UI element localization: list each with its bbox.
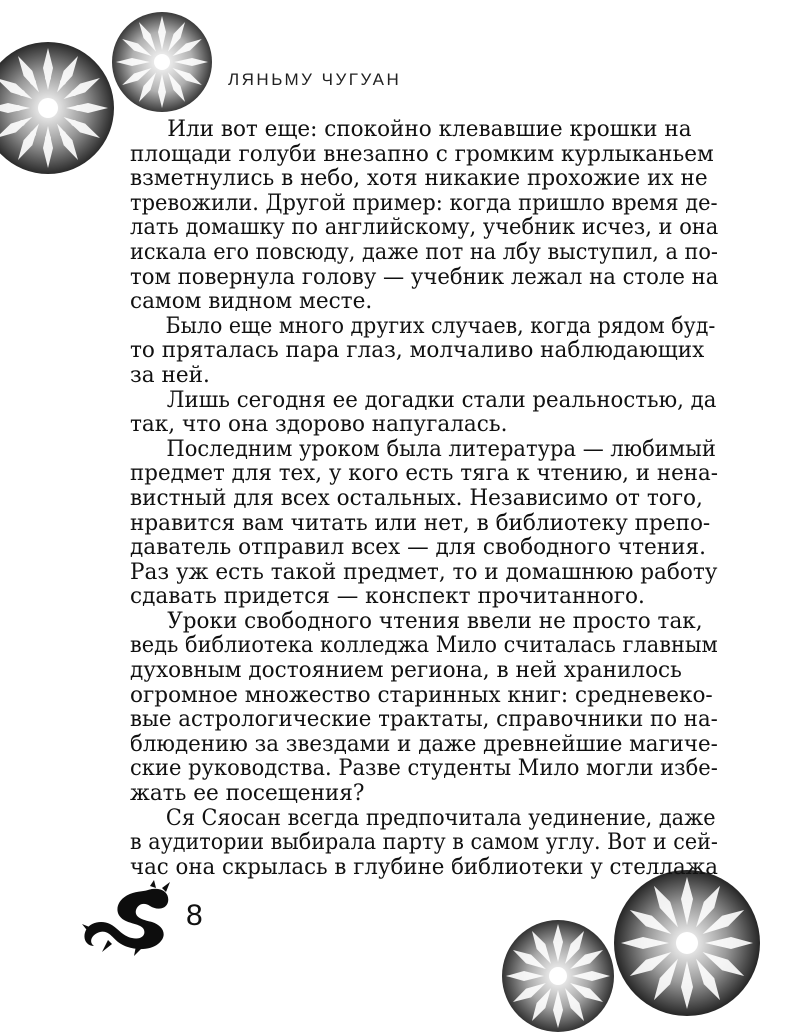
text-line: Лишь сегодня ее догадки стали реальностью, да [166, 387, 717, 413]
text-line: то пряталась пара глаз, молчаливо наблюдающих [130, 338, 705, 364]
text-line: лать домашку по английскому, учебник исчез, и она [130, 215, 719, 241]
text-line: ские руководства. Разве студенты Мило могли избе- [130, 756, 718, 782]
flower-ornament-icon [110, 10, 214, 114]
text-line: ведь библиотека колледжа Мило считалась главным [130, 633, 718, 659]
text-line: Уроки свободного чтения ввели не просто так, [167, 608, 703, 634]
dragon-icon [78, 880, 174, 956]
text-line: Ся Сяосан всегда предпочитала уединение, даже [165, 805, 716, 831]
text-line: огромное множество старинных книг: средневеко- [130, 682, 713, 708]
flower-ornament-icon [500, 918, 616, 1034]
text-line: даватель отправил всех — для свободного чтения. [130, 535, 706, 561]
text-line: Или вот еще: спокойно клевавшие крошки на [167, 117, 692, 142]
flower-ornament-icon [0, 40, 116, 176]
page-number: 8 [186, 899, 203, 932]
text-line: самом видном месте. [130, 289, 373, 315]
text-line: Раз уж есть такой предмет, то и домашнюю работу [130, 559, 718, 585]
running-header: ЛЯНЬМУ ЧУГУАН [228, 70, 402, 89]
text-line: час она скрылась в глубине библиотеки у стеллажа [130, 854, 718, 880]
text-line: жать ее посещения? [130, 781, 365, 807]
text-line: нравится вам читать или нет, в библиотеку препо- [130, 510, 711, 536]
text-line: тревожили. Другой пример: когда пришло время де- [130, 190, 718, 216]
text-line: площади голуби внезапно с громким курлыканьем [130, 141, 714, 167]
text-line: духовным достоянием региона, в ней хранилось [130, 658, 682, 684]
text-line: взметнулись в небо, хотя никакие прохожие их не [130, 166, 708, 192]
text-line: блюдению за звездами и даже древнейшие магиче- [130, 731, 718, 757]
text-line: вые астрологические трактаты, справочники по на- [130, 707, 718, 733]
text-line: за ней. [130, 362, 210, 388]
text-line: сдавать придется — конспект прочитанного. [130, 584, 645, 610]
text-line: так, что она здорово напугалась. [130, 412, 508, 438]
body-text [130, 118, 730, 880]
flower-ornament-icon [612, 868, 762, 1018]
text-line: Было еще много других случаев, когда рядом буд- [165, 313, 716, 339]
text-line: в аудитории выбирала парту в самом углу. Вот и сей- [130, 830, 718, 856]
text-line: Последним уроком была литература — любимый [166, 436, 716, 462]
text-line: искала его повсюду, даже пот на лбу выступил, а по- [130, 239, 718, 265]
text-line: предмет для тех, у кого есть тяга к чтению, и нена- [130, 461, 718, 487]
text-line: вистный для всех остальных. Независимо от того, [130, 485, 703, 511]
text-line: том повернула голову — учебник лежал на столе на [130, 264, 719, 290]
